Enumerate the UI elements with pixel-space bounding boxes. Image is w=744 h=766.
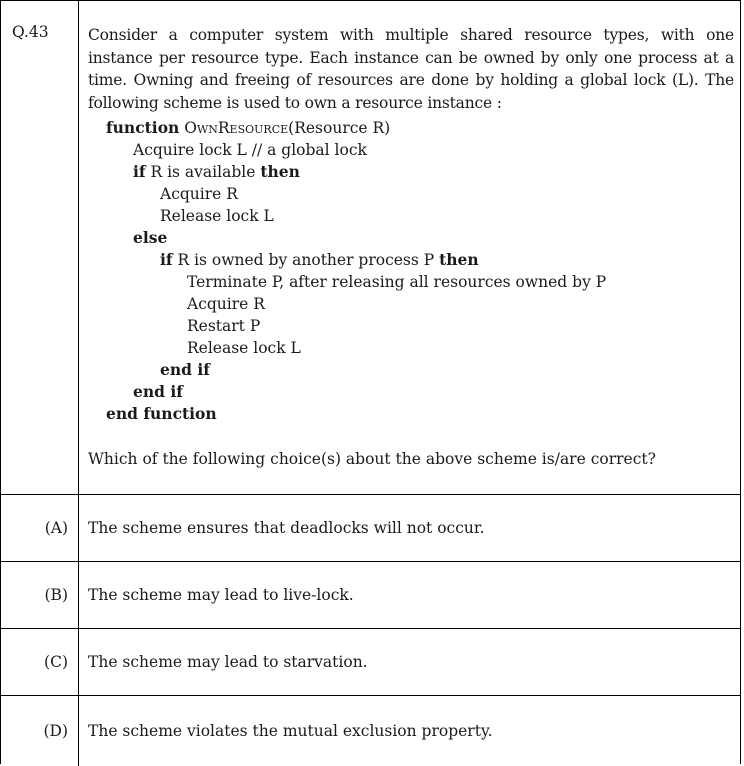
code-line-else xyxy=(88,227,734,249)
code-line-if-owned xyxy=(88,249,734,271)
keyword-else: else xyxy=(133,228,168,247)
if-condition: R is available xyxy=(145,163,261,181)
option-text: The scheme may lead to live-lock. xyxy=(88,586,354,604)
code-line-acquire-r2: Acquire R xyxy=(187,295,265,313)
code-line-release-lock: Release lock L xyxy=(160,207,274,225)
question-body xyxy=(79,1,740,494)
option-text: The scheme may lead to starvation. xyxy=(88,653,368,671)
keyword-end-if-inner: end if xyxy=(160,360,210,379)
option-text: The scheme violates the mutual exclusion property. xyxy=(88,722,493,740)
code-line-end-function xyxy=(88,403,734,425)
option-row-a[interactable] xyxy=(1,495,740,562)
option-label: (D) xyxy=(1,696,79,766)
keyword-then-inner: then xyxy=(439,250,479,269)
option-text: The scheme ensures that deadlocks will not occur. xyxy=(88,519,485,537)
option-row-b[interactable] xyxy=(1,562,740,629)
keyword-function: function xyxy=(106,118,180,137)
question-number: Q.43 xyxy=(1,1,79,494)
code-line-acquire-r: Acquire R xyxy=(160,185,238,203)
function-name: OwnResource xyxy=(184,119,289,137)
question-stem: Consider a computer system with multiple shared resource types, with one instance per resource type. Each instance can be owned by only one process at a time. Owning and freeing of resources are done by holding a global lock (L). The following scheme is used to own a resource instance : xyxy=(88,26,734,112)
code-line-acquire-lock: Acquire lock L // a global lock xyxy=(133,141,367,159)
keyword-if-inner: if xyxy=(160,250,173,269)
code-line-if xyxy=(88,161,734,183)
keyword-end-if-outer: end if xyxy=(133,382,183,401)
question-prompt: Which of the following choice(s) about the above scheme is/are correct? xyxy=(88,450,656,468)
option-row-d[interactable] xyxy=(1,696,740,766)
keyword-end-function: end function xyxy=(106,404,217,423)
option-label: (A) xyxy=(1,495,79,561)
keyword-if: if xyxy=(133,162,146,181)
option-row-c[interactable] xyxy=(1,629,740,696)
code-line-restart: Restart P xyxy=(187,317,261,335)
option-label: (B) xyxy=(1,562,79,628)
code-line-function xyxy=(88,117,734,139)
option-label: (C) xyxy=(1,629,79,695)
code-line-terminate: Terminate P, after releasing all resources owned by P xyxy=(187,273,607,291)
keyword-then: then xyxy=(260,162,300,181)
if-owned-condition: R is owned by another process P xyxy=(172,251,440,269)
code-line-release-lock2: Release lock L xyxy=(187,339,301,357)
code-line-end-if-inner xyxy=(88,359,734,381)
pseudocode-block xyxy=(88,117,734,425)
question-row xyxy=(1,1,740,495)
code-line-end-if-outer xyxy=(88,381,734,403)
function-args: (Resource R) xyxy=(288,119,391,137)
